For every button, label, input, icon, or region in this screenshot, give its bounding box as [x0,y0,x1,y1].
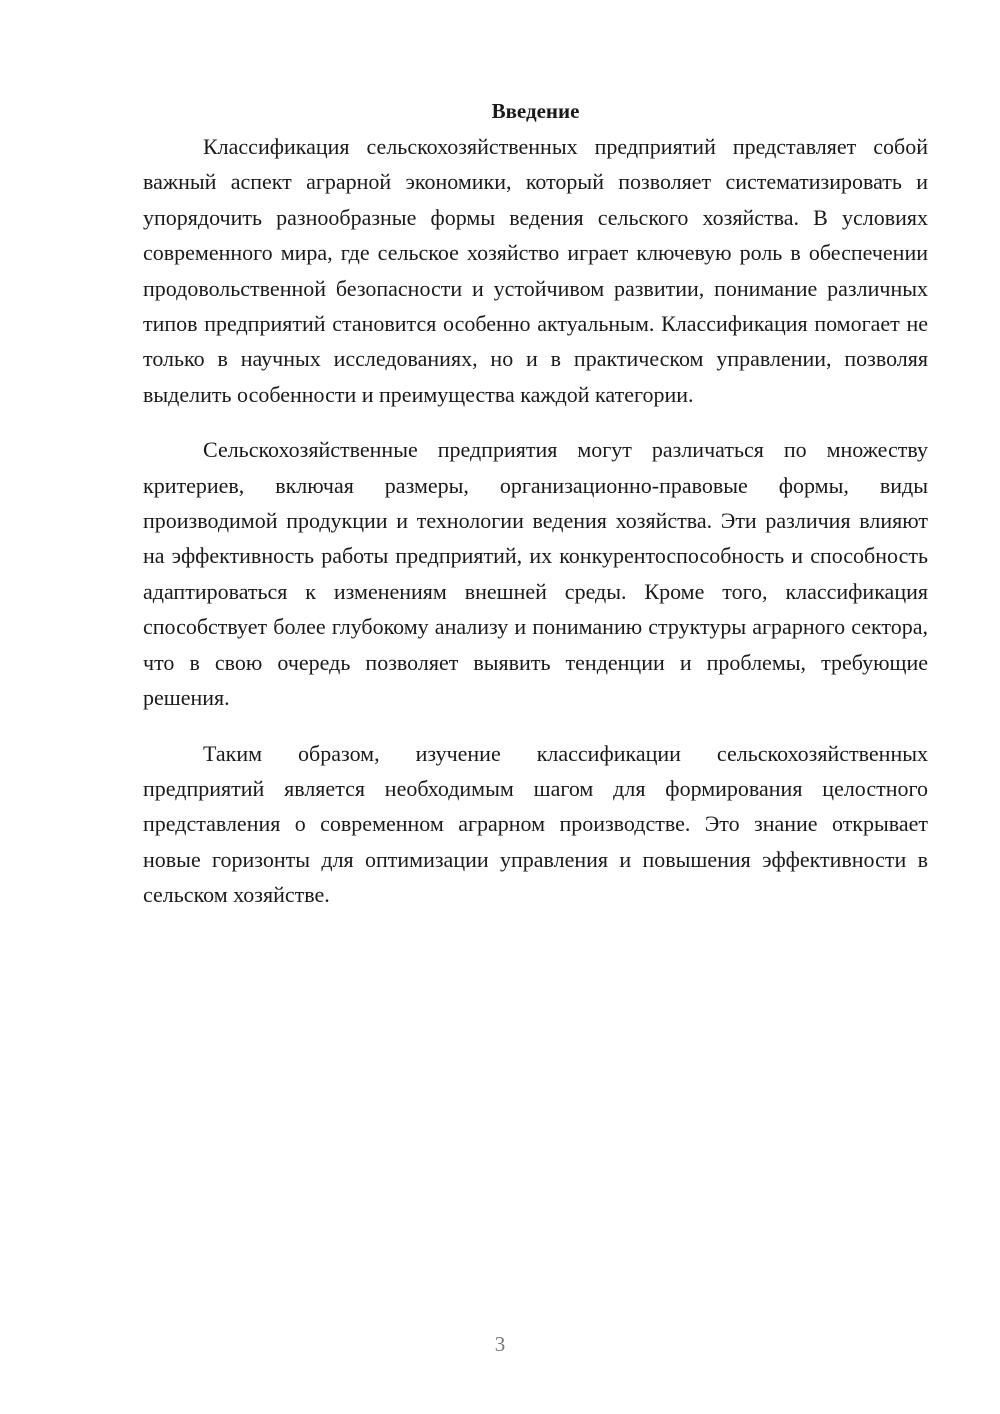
paragraph-1: Классификация сельскохозяйственных предприятий представляет собой важный аспект аграрной экономики, который позволяет систематизировать и упорядочить разнообразные формы ведения сельского хозяйства. В условиях современного мира, где сельское хозяйство играет ключевую роль в обеспечении продовольственной безопасности и устойчивом развитии, понимание различных типов предприятий становится особенно актуальным. Классификация помогает не только в научных исследованиях, но и в практическом управлении, позволяя выделить особенности и преимущества каждой категории. [143,134,928,407]
page-number: 3 [494,1332,506,1356]
section-title: Введение [491,99,580,123]
paragraph-3: Таким образом, изучение классификации сельскохозяйственных предприятий является необходимым шагом для формирования целостного представления о современном аграрном производстве. Это знание открывает новые горизонты для оптимизации управления и повышения эффективности в сельском хозяйстве. [143,740,928,908]
paragraph-2: Сельскохозяйственные предприятия могут различаться по множеству критериев, включая размеры, организационно-правовые формы, виды производимой продукции и технологии ведения хозяйства. Эти различия влияют на эффективность работы предприятий, их конкурентоспособность и способность адаптироваться к изменениям внешней среды. Кроме того, классификация способствует более глубокому анализу и пониманию структуры аграрного сектора, что в свою очередь позволяет выявить тенденции и проблемы, требующие решения. [143,437,928,711]
page-content [143,95,928,933]
